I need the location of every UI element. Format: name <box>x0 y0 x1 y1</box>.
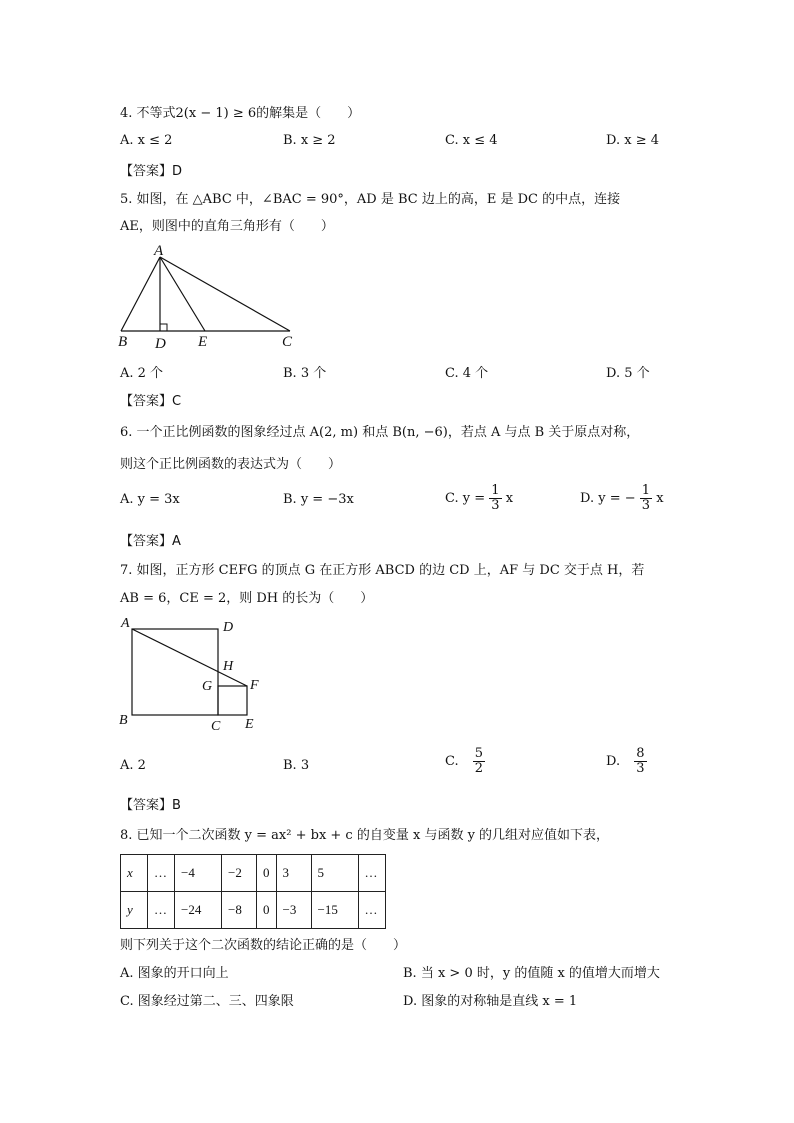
q8-stem: 8. 已知一个二次函数 y = ax² + bx + c 的自变量 x 与函数 y 的几组对应值如下表， <box>120 828 610 843</box>
table-cell: 5 <box>311 855 358 892</box>
q7-square-figure <box>110 612 270 738</box>
label-d: D <box>155 336 166 352</box>
table-cell: 0 <box>257 892 277 929</box>
table-cell: −2 <box>222 855 257 892</box>
q7-option-a: A. 2 <box>120 758 146 773</box>
table-row-x <box>121 855 386 892</box>
table-cell: −8 <box>222 892 257 929</box>
q6-stem-line2: 则这个正比例函数的表达式为（ ） <box>120 457 342 472</box>
q5-answer: 【答案】C <box>120 394 182 409</box>
q5-triangle-figure <box>110 240 310 352</box>
segment-ae <box>160 257 205 331</box>
label-d: D <box>223 620 234 635</box>
q7-option-d: D. $\frac{8}{3}$ <box>606 746 645 776</box>
q6-option-d-prefix: D. y = − <box>580 491 636 506</box>
table-cell: 3 <box>276 855 311 892</box>
label-h: H <box>223 659 234 674</box>
segment-ac <box>160 257 290 331</box>
fraction-eight-thirds: $\frac{8}{3}$ <box>636 746 645 776</box>
q6-stem-line1: 6. 一个正比例函数的图象经过点 A(2, m) 和点 B(n, −6)，若点 A 与点 B 关于原点对称， <box>120 425 640 440</box>
q5-option-a: A. 2 个 <box>120 366 164 381</box>
q6-option-c-prefix: C. y = <box>445 491 486 506</box>
fraction-five-halves: $\frac{5}{2}$ <box>474 746 484 776</box>
segment-af <box>132 629 247 686</box>
table-cell: … <box>358 892 385 929</box>
label-a: A <box>121 616 130 631</box>
table-cell: … <box>148 855 175 892</box>
table-cell: … <box>148 892 175 929</box>
table-cell: y <box>121 892 148 929</box>
table-cell: −3 <box>276 892 311 929</box>
q5-stem-line2: AE，则图中的直角三角形有（ ） <box>120 219 334 234</box>
q4-option-d: D. x ≥ 4 <box>606 133 659 148</box>
q4-option-b: B. x ≥ 2 <box>283 133 336 148</box>
q4-stem: 4. 不等式2(x − 1) ≥ 6的解集是（ ） <box>120 106 361 121</box>
label-e: E <box>198 334 208 350</box>
q8-question: 则下列关于这个二次函数的结论正确的是（ ） <box>120 938 407 953</box>
right-angle-mark <box>160 324 167 331</box>
table-cell: −4 <box>175 855 222 892</box>
label-c: C <box>282 334 293 350</box>
label-a: A <box>154 243 164 259</box>
fraction-one-third: $\frac{1}{3}$ <box>491 483 500 513</box>
q8-option-b: B. 当 x > 0 时，y 的值随 x 的值增大而增大 <box>403 966 660 981</box>
segment-ab <box>121 257 160 331</box>
fraction-one-third: $\frac{1}{3}$ <box>641 483 651 513</box>
table-cell: −15 <box>311 892 358 929</box>
label-e: E <box>245 717 254 732</box>
q5-option-b: B. 3 个 <box>283 366 327 381</box>
label-b: B <box>119 713 128 728</box>
table-cell: 0 <box>257 855 277 892</box>
square-cefg <box>218 686 247 715</box>
q7-stem-line1: 7. 如图，正方形 CEFG 的顶点 G 在正方形 ABCD 的边 CD 上，AF 与 DC 交于点 H，若 <box>120 563 645 578</box>
q5-option-c: C. 4 个 <box>445 366 489 381</box>
q8-option-c: C. 图象经过第二、三、四象限 <box>120 994 294 1009</box>
label-g: G <box>202 679 213 694</box>
q8-option-d: D. 图象的对称轴是直线 x = 1 <box>403 994 578 1009</box>
q5-option-d: D. 5 个 <box>606 366 650 381</box>
q7-option-c: C. $\frac{5}{2}$ <box>445 746 484 776</box>
label-b: B <box>118 334 128 350</box>
q6-option-d: D. y = − $\frac{1}{3}$ x <box>580 483 664 513</box>
table-cell: x <box>121 855 148 892</box>
q7-stem-line2: AB = 6，CE = 2，则 DH 的长为（ ） <box>120 591 374 606</box>
square-abcd <box>132 629 218 715</box>
q4-option-c: C. x ≤ 4 <box>445 133 498 148</box>
q7-option-b: B. 3 <box>283 758 310 773</box>
q5-stem-line1: 5. 如图，在 △ABC 中，∠BAC = 90°，AD 是 BC 边上的高，E 是 DC 的中点，连接 <box>120 192 621 207</box>
label-f: F <box>250 678 259 693</box>
q8-value-table <box>120 854 386 929</box>
table-cell: … <box>358 855 385 892</box>
table-cell: −24 <box>175 892 222 929</box>
q8-option-a: A. 图象的开口向上 <box>120 966 229 981</box>
label-c: C <box>211 719 221 734</box>
q4-answer: 【答案】D <box>120 164 183 179</box>
table-row-y <box>121 892 386 929</box>
q6-option-c: C. y = $\frac{1}{3}$ x <box>445 483 514 513</box>
q4-option-a: A. x ≤ 2 <box>120 133 173 148</box>
q7-answer: 【答案】B <box>120 798 181 813</box>
q6-option-b: B. y = −3x <box>283 492 354 507</box>
q6-option-a: A. y = 3x <box>120 492 180 507</box>
q6-answer: 【答案】A <box>120 534 181 549</box>
